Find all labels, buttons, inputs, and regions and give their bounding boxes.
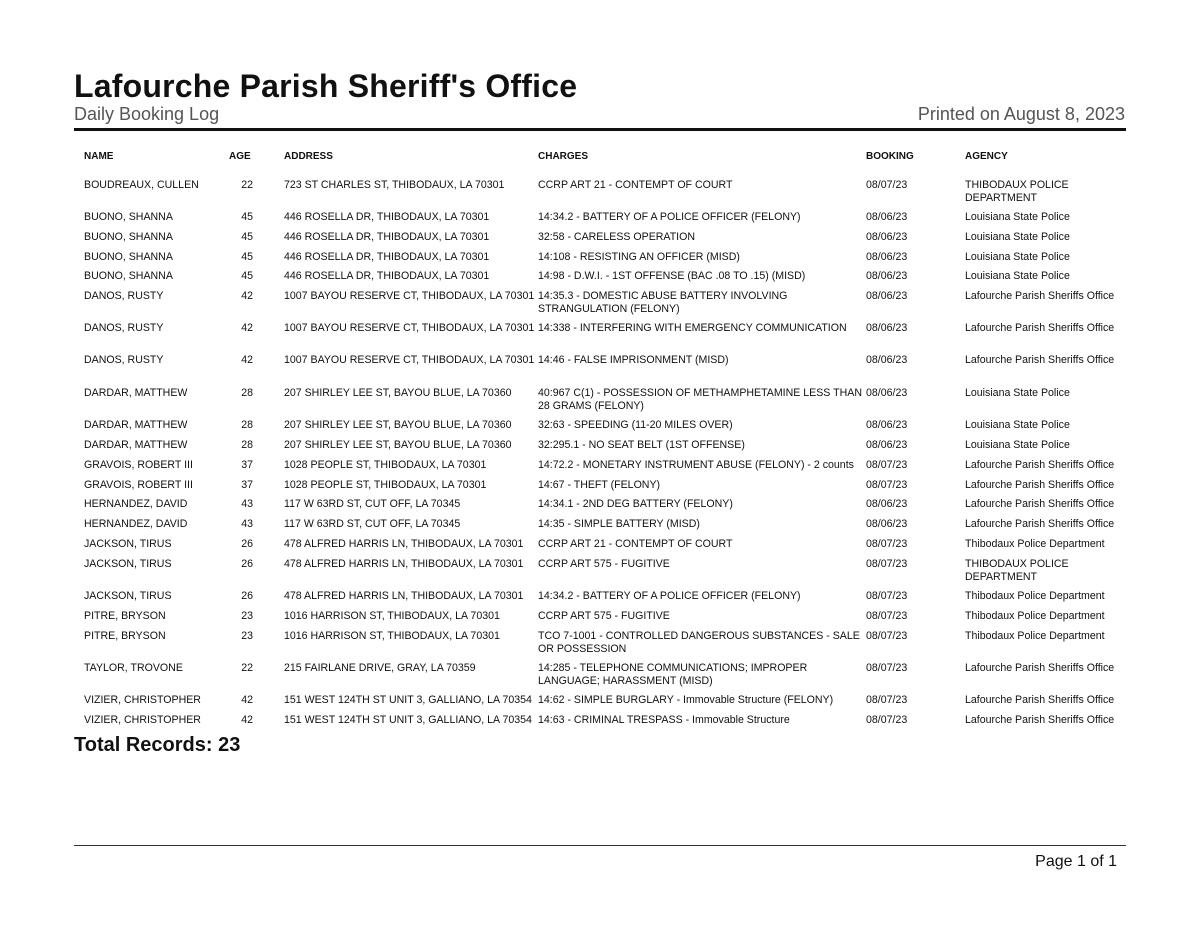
cell-address: 478 ALFRED HARRIS LN, THIBODAUX, LA 70301 [284, 558, 524, 570]
column-header-name: NAME [84, 151, 114, 162]
cell-age: 42 [241, 354, 253, 366]
cell-agency: Lafourche Parish Sheriffs Office [965, 354, 1115, 366]
cell-name: PITRE, BRYSON [84, 630, 166, 642]
cell-booking: 08/06/23 [866, 322, 908, 334]
column-header-charges: CHARGES [538, 151, 589, 162]
cell-name: JACKSON, TIRUS [84, 558, 172, 570]
cell-name: BUONO, SHANNA [84, 251, 173, 263]
cell-address: 117 W 63RD ST, CUT OFF, LA 70345 [284, 518, 461, 530]
cell-charge: 32:58 - CARELESS OPERATION [538, 231, 695, 243]
cell-charge: 14:63 - CRIMINAL TRESPASS - Immovable Structure [538, 714, 790, 726]
footer-divider [74, 845, 1126, 846]
cell-agency: Lafourche Parish Sheriffs Office [965, 662, 1115, 674]
cell-agency: Lafourche Parish Sheriffs Office [965, 322, 1115, 334]
cell-age: 37 [241, 459, 253, 471]
cell-charge: 14:35.3 - DOMESTIC ABUSE BATTERY INVOLVING STRANGULATION (FELONY) [538, 290, 788, 315]
column-header-booking: BOOKING [866, 151, 914, 162]
cell-booking: 08/07/23 [866, 694, 908, 706]
cell-name: HERNANDEZ, DAVID [84, 518, 188, 530]
cell-booking: 08/07/23 [866, 714, 908, 726]
cell-name: BUONO, SHANNA [84, 231, 173, 243]
column-header-address: ADDRESS [284, 151, 333, 162]
cell-age: 28 [241, 419, 253, 431]
cell-booking: 08/07/23 [866, 479, 908, 491]
cell-address: 1028 PEOPLE ST, THIBODAUX, LA 70301 [284, 479, 487, 491]
cell-name: DARDAR, MATTHEW [84, 419, 188, 431]
cell-charge: 14:285 - TELEPHONE COMMUNICATIONS; IMPROPER LANGUAGE; HARASSMENT (MISD) [538, 662, 808, 687]
cell-charge: CCRP ART 21 - CONTEMPT OF COURT [538, 179, 733, 191]
cell-address: 1028 PEOPLE ST, THIBODAUX, LA 70301 [284, 459, 487, 471]
page-number: Page 1 of 1 [1035, 853, 1117, 870]
page-subtitle: Daily Booking Log [74, 104, 220, 124]
cell-address: 151 WEST 124TH ST UNIT 3, GALLIANO, LA 70354 [284, 694, 532, 706]
cell-agency: THIBODAUX POLICE DEPARTMENT [965, 558, 1069, 583]
cell-age: 23 [241, 630, 253, 642]
cell-charge: 14:72.2 - MONETARY INSTRUMENT ABUSE (FELONY) - 2 counts [538, 459, 854, 471]
table-header [0, 151, 1200, 165]
column-header-age: AGE [229, 151, 251, 162]
cell-address: 723 ST CHARLES ST, THIBODAUX, LA 70301 [284, 179, 505, 191]
cell-name: BUONO, SHANNA [84, 270, 173, 282]
cell-booking: 08/06/23 [866, 419, 908, 431]
cell-name: DANOS, RUSTY [84, 290, 164, 302]
cell-agency: Thibodaux Police Department [965, 538, 1105, 550]
cell-age: 23 [241, 610, 253, 622]
cell-charge: 14:98 - D.W.I. - 1ST OFFENSE (BAC .08 TO .15) (MISD) [538, 270, 806, 282]
cell-booking: 08/06/23 [866, 354, 908, 366]
cell-agency: Lafourche Parish Sheriffs Office [965, 694, 1115, 706]
cell-age: 45 [241, 251, 253, 263]
cell-booking: 08/06/23 [866, 387, 908, 399]
header-divider [74, 128, 1126, 131]
cell-address: 478 ALFRED HARRIS LN, THIBODAUX, LA 70301 [284, 538, 524, 550]
cell-booking: 08/06/23 [866, 518, 908, 530]
cell-age: 45 [241, 211, 253, 223]
cell-agency: Lafourche Parish Sheriffs Office [965, 518, 1115, 530]
cell-age: 42 [241, 714, 253, 726]
cell-name: BUONO, SHANNA [84, 211, 173, 223]
cell-name: VIZIER, CHRISTOPHER [84, 714, 201, 726]
cell-agency: Lafourche Parish Sheriffs Office [965, 714, 1115, 726]
cell-age: 43 [241, 498, 253, 510]
total-records: Total Records: 23 [74, 734, 241, 756]
cell-agency: Thibodaux Police Department [965, 610, 1105, 622]
cell-charge: 14:338 - INTERFERING WITH EMERGENCY COMMUNICATION [538, 322, 847, 334]
cell-name: GRAVOIS, ROBERT III [84, 459, 193, 471]
cell-agency: Lafourche Parish Sheriffs Office [965, 479, 1115, 491]
cell-age: 42 [241, 290, 253, 302]
cell-address: 207 SHIRLEY LEE ST, BAYOU BLUE, LA 70360 [284, 387, 512, 399]
cell-address: 1016 HARRISON ST, THIBODAUX, LA 70301 [284, 630, 500, 642]
cell-name: DANOS, RUSTY [84, 322, 164, 334]
cell-booking: 08/06/23 [866, 498, 908, 510]
cell-address: 207 SHIRLEY LEE ST, BAYOU BLUE, LA 70360 [284, 439, 512, 451]
cell-booking: 08/06/23 [866, 270, 908, 282]
cell-agency: Louisiana State Police [965, 387, 1070, 399]
cell-age: 26 [241, 538, 253, 550]
cell-address: 1007 BAYOU RESERVE CT, THIBODAUX, LA 70301 [284, 354, 535, 366]
cell-agency: THIBODAUX POLICE DEPARTMENT [965, 179, 1069, 204]
cell-charge: CCRP ART 21 - CONTEMPT OF COURT [538, 538, 733, 550]
cell-booking: 08/07/23 [866, 590, 908, 602]
cell-charge: CCRP ART 575 - FUGITIVE [538, 610, 670, 622]
cell-age: 26 [241, 590, 253, 602]
cell-agency: Louisiana State Police [965, 419, 1070, 431]
cell-address: 215 FAIRLANE DRIVE, GRAY, LA 70359 [284, 662, 476, 674]
cell-agency: Louisiana State Police [965, 270, 1070, 282]
cell-charge: 32:295.1 - NO SEAT BELT (1ST OFFENSE) [538, 439, 745, 451]
cell-charge: 14:67 - THEFT (FELONY) [538, 479, 661, 491]
cell-name: JACKSON, TIRUS [84, 538, 172, 550]
cell-booking: 08/06/23 [866, 231, 908, 243]
cell-address: 446 ROSELLA DR, THIBODAUX, LA 70301 [284, 231, 490, 243]
cell-booking: 08/07/23 [866, 662, 908, 674]
cell-age: 43 [241, 518, 253, 530]
printed-date: Printed on August 8, 2023 [917, 104, 1125, 124]
cell-charge: CCRP ART 575 - FUGITIVE [538, 558, 670, 570]
cell-charge: 14:62 - SIMPLE BURGLARY - Immovable Structure (FELONY) [538, 694, 834, 706]
cell-booking: 08/06/23 [866, 251, 908, 263]
cell-agency: Louisiana State Police [965, 211, 1070, 223]
cell-booking: 08/06/23 [866, 290, 908, 302]
cell-address: 151 WEST 124TH ST UNIT 3, GALLIANO, LA 70354 [284, 714, 532, 726]
cell-age: 22 [241, 179, 253, 191]
cell-charge: 14:35 - SIMPLE BATTERY (MISD) [538, 518, 700, 530]
cell-address: 478 ALFRED HARRIS LN, THIBODAUX, LA 70301 [284, 590, 524, 602]
cell-age: 42 [241, 694, 253, 706]
cell-name: BOUDREAUX, CULLEN [84, 179, 199, 191]
cell-address: 1007 BAYOU RESERVE CT, THIBODAUX, LA 70301 [284, 290, 535, 302]
cell-agency: Lafourche Parish Sheriffs Office [965, 290, 1115, 302]
cell-agency: Louisiana State Police [965, 231, 1070, 243]
cell-booking: 08/07/23 [866, 538, 908, 550]
cell-address: 117 W 63RD ST, CUT OFF, LA 70345 [284, 498, 461, 510]
cell-booking: 08/07/23 [866, 630, 908, 642]
cell-booking: 08/06/23 [866, 211, 908, 223]
cell-charge: 14:34.2 - BATTERY OF A POLICE OFFICER (FELONY) [538, 211, 801, 223]
cell-name: DARDAR, MATTHEW [84, 439, 188, 451]
cell-agency: Lafourche Parish Sheriffs Office [965, 459, 1115, 471]
cell-name: VIZIER, CHRISTOPHER [84, 694, 201, 706]
cell-charge: TCO 7-1001 - CONTROLLED DANGEROUS SUBSTANCES - SALE OR POSSESSION [538, 630, 860, 655]
cell-agency: Louisiana State Police [965, 251, 1070, 263]
cell-agency: Thibodaux Police Department [965, 630, 1105, 642]
cell-age: 28 [241, 439, 253, 451]
cell-name: JACKSON, TIRUS [84, 590, 172, 602]
cell-name: HERNANDEZ, DAVID [84, 498, 188, 510]
cell-booking: 08/07/23 [866, 179, 908, 191]
cell-age: 42 [241, 322, 253, 334]
cell-age: 26 [241, 558, 253, 570]
cell-name: GRAVOIS, ROBERT III [84, 479, 193, 491]
cell-name: TAYLOR, TROVONE [84, 662, 183, 674]
cell-address: 207 SHIRLEY LEE ST, BAYOU BLUE, LA 70360 [284, 419, 512, 431]
cell-charge: 32:63 - SPEEDING (11-20 MILES OVER) [538, 419, 733, 431]
cell-charge: 14:108 - RESISTING AN OFFICER (MISD) [538, 251, 740, 263]
cell-age: 37 [241, 479, 253, 491]
cell-address: 1007 BAYOU RESERVE CT, THIBODAUX, LA 70301 [284, 322, 535, 334]
cell-agency: Louisiana State Police [965, 439, 1070, 451]
column-header-agency: AGENCY [965, 151, 1008, 162]
cell-charge: 40:967 C(1) - POSSESSION OF METHAMPHETAMINE LESS THAN 28 GRAMS (FELONY) [538, 387, 862, 412]
cell-age: 45 [241, 231, 253, 243]
cell-booking: 08/07/23 [866, 558, 908, 570]
cell-booking: 08/06/23 [866, 439, 908, 451]
cell-agency: Lafourche Parish Sheriffs Office [965, 498, 1115, 510]
cell-charge: 14:46 - FALSE IMPRISONMENT (MISD) [538, 354, 729, 366]
cell-booking: 08/07/23 [866, 459, 908, 471]
cell-booking: 08/07/23 [866, 610, 908, 622]
cell-address: 1016 HARRISON ST, THIBODAUX, LA 70301 [284, 610, 500, 622]
cell-address: 446 ROSELLA DR, THIBODAUX, LA 70301 [284, 251, 490, 263]
cell-age: 28 [241, 387, 253, 399]
cell-age: 22 [241, 662, 253, 674]
cell-name: PITRE, BRYSON [84, 610, 166, 622]
cell-agency: Thibodaux Police Department [965, 590, 1105, 602]
cell-address: 446 ROSELLA DR, THIBODAUX, LA 70301 [284, 211, 490, 223]
cell-charge: 14:34.2 - BATTERY OF A POLICE OFFICER (FELONY) [538, 590, 801, 602]
cell-name: DANOS, RUSTY [84, 354, 164, 366]
cell-charge: 14:34.1 - 2ND DEG BATTERY (FELONY) [538, 498, 733, 510]
cell-age: 45 [241, 270, 253, 282]
cell-name: DARDAR, MATTHEW [84, 387, 188, 399]
page-title: Lafourche Parish Sheriff's Office [74, 68, 578, 104]
cell-address: 446 ROSELLA DR, THIBODAUX, LA 70301 [284, 270, 490, 282]
